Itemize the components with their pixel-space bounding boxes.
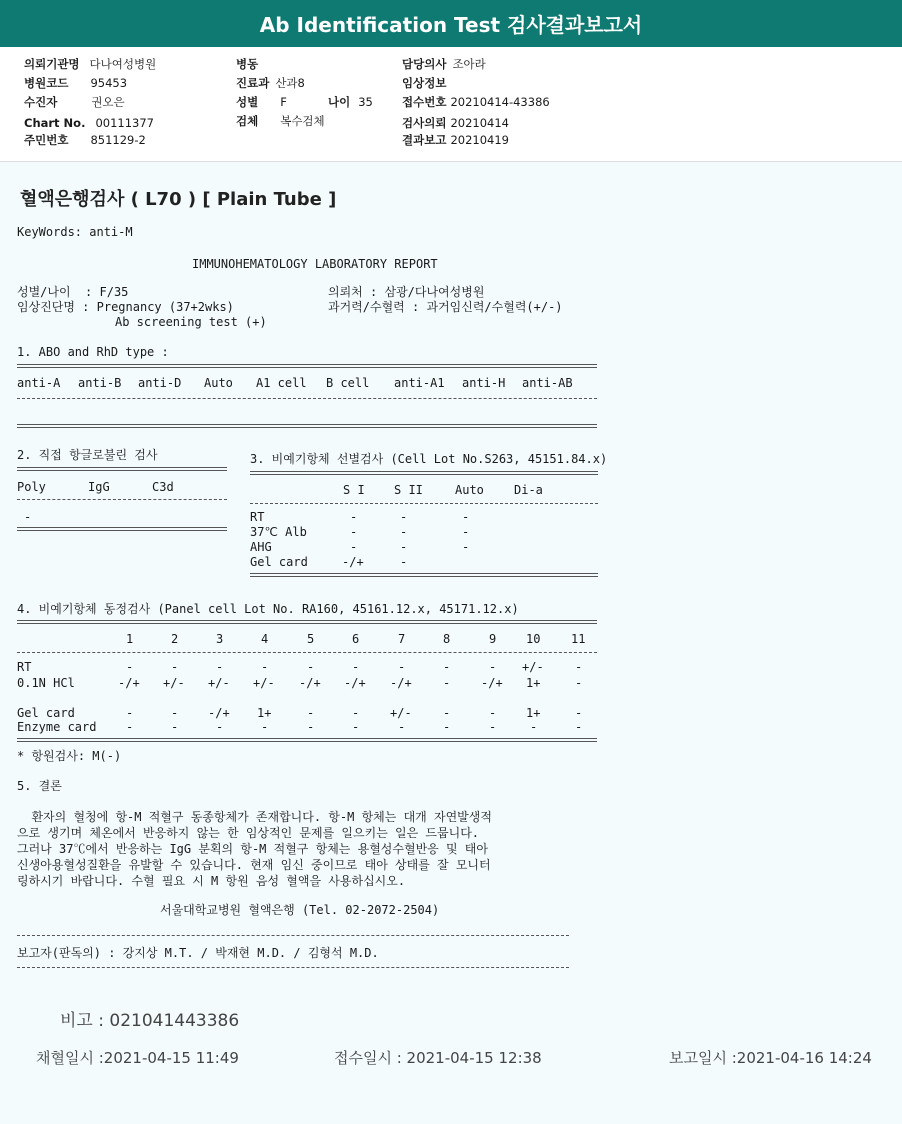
chart-field: Chart No. 00111377 [24, 116, 154, 130]
panel-cell: -/+ [118, 676, 140, 690]
panel-cell: - [443, 676, 451, 690]
panel-header: 11 [571, 632, 586, 646]
panel-cell: - [216, 720, 224, 734]
panel-cell: - [575, 676, 583, 690]
specimen-field: 검체 복수검체 [236, 114, 325, 128]
report-header [0, 0, 902, 47]
panel-cell: - [307, 720, 315, 734]
panel-cell: -/+ [299, 676, 321, 690]
panel-cell: - [352, 706, 360, 720]
divider [17, 738, 597, 742]
panel-cell: -/+ [208, 706, 230, 720]
panel-row-label: Gel card [17, 706, 75, 720]
panel-cell: - [307, 660, 315, 674]
panel-cell: - [443, 706, 451, 720]
sex-field: 성별 F [236, 95, 287, 109]
dat-header: C3d [152, 480, 174, 494]
screen-row-label: AHG [250, 540, 272, 554]
abo-header: anti-A [17, 376, 61, 390]
panel-cell: -/+ [344, 676, 366, 690]
panel-cell: - [575, 706, 583, 720]
conclusion-line: 으로 생기며 체온에서 반응하지 않는 한 임상적인 문제를 일으키는 일은 드뭅니다. [17, 826, 480, 840]
panel-cell: - [261, 660, 269, 674]
panel-cell: +/- [163, 676, 185, 690]
history-line: 과거력/수혈력 : 과거임신력/수혈력(+/-) [328, 300, 563, 314]
panel-cell: - [489, 720, 497, 734]
panel-title: 4. 비예기항체 동정검사 (Panel cell Lot No. RA160, 45161.12.x, 45171.12.x) [17, 602, 519, 616]
panel-cell: -/+ [390, 676, 412, 690]
diagnosis-line: 임상진단명 : Pregnancy (37+2wks) [17, 300, 234, 314]
conclusion-title: 5. 결론 [17, 779, 62, 793]
screen-cell: - [462, 510, 470, 524]
divider [17, 398, 597, 399]
screen-row-label: RT [250, 510, 265, 524]
panel-header: 10 [526, 632, 541, 646]
panel-header: 9 [489, 632, 497, 646]
collect-time: 채혈일시 :2021-04-15 11:49 [36, 1049, 239, 1067]
conclusion-line: 신생아용혈성질환을 유발할 수 있습니다. 현재 임신 중이므로 태아 상태를 잘 모니터 [17, 858, 491, 872]
screen-row-label: 37℃ Alb [250, 525, 307, 539]
panel-row-label: RT [17, 660, 32, 674]
panel-cell: - [398, 660, 406, 674]
panel-header: 4 [261, 632, 269, 646]
divider [17, 935, 569, 936]
panel-header: 5 [307, 632, 315, 646]
panel-cell: - [575, 720, 583, 734]
panel-header: 7 [398, 632, 406, 646]
abo-header: anti-H [462, 376, 506, 390]
panel-cell: - [171, 660, 179, 674]
divider [250, 573, 598, 577]
panel-cell: - [307, 706, 315, 720]
report-date-field: 결과보고 20210419 [402, 133, 509, 147]
abo-header: A1 cell [256, 376, 307, 390]
panel-header: 6 [352, 632, 360, 646]
divider [250, 503, 598, 504]
panel-cell: 1+ [526, 706, 541, 720]
abo-header: B cell [326, 376, 370, 390]
doctor-field: 담당의사 조아라 [402, 57, 486, 71]
screen-header: Di-a [514, 483, 543, 497]
org-field: 의뢰기관명 다나여성병원 [24, 57, 157, 71]
panel-row-label: Enzyme card [17, 720, 97, 734]
conclusion-line: 그러나 37℃에서 반응하는 IgG 분획의 항-M 적혈구 항체는 용혈성수혈반응 및 태아 [17, 842, 488, 856]
divider [17, 527, 227, 531]
panel-header: 1 [126, 632, 134, 646]
dept-field: 진료과 산과8 [236, 76, 305, 90]
abo-header: Auto [204, 376, 233, 390]
screen-cell: - [350, 525, 358, 539]
panel-cell: - [575, 660, 583, 674]
abo-header: anti-A1 [394, 376, 445, 390]
panel-header: 3 [216, 632, 224, 646]
panel-cell: -/+ [481, 676, 503, 690]
screen-header: Auto [455, 483, 484, 497]
blood-bank: 서울대학교병원 혈액은행 (Tel. 02-2072-2504) [160, 903, 440, 917]
screen-cell: - [400, 510, 408, 524]
panel-header: 8 [443, 632, 451, 646]
panel-header: 2 [171, 632, 179, 646]
abo-header: anti-B [78, 376, 122, 390]
abo-header: anti-AB [522, 376, 573, 390]
screen-cell: - [400, 540, 408, 554]
reporter: 보고자(판독의) : 강지상 M.T. / 박재현 M.D. / 김형석 M.D. [17, 946, 379, 960]
divider [17, 620, 597, 624]
accession-field: 접수번호 20210414-43386 [402, 95, 550, 109]
panel-cell: - [530, 720, 538, 734]
abo-header: anti-D [138, 376, 182, 390]
screen-row-label: Gel card [250, 555, 308, 569]
panel-cell: - [443, 660, 451, 674]
panel-cell: - [216, 660, 224, 674]
diagnosis-line-2: Ab screening test (+) [115, 315, 267, 329]
panel-cell: +/- [522, 660, 544, 674]
divider [17, 499, 227, 500]
panel-row-label: 0.1N HCl [17, 676, 75, 690]
ward-field: 병동 [236, 57, 259, 71]
screen-cell: -/+ [342, 555, 364, 569]
panel-cell: - [171, 720, 179, 734]
divider [17, 652, 597, 653]
panel-cell: - [398, 720, 406, 734]
screen-cell: - [350, 540, 358, 554]
dat-header: Poly [17, 480, 46, 494]
screen-header: S II [394, 483, 423, 497]
sex-age-line: 성별/나이 : F/35 [17, 285, 129, 299]
screen-cell: - [462, 525, 470, 539]
screen-header: S I [343, 483, 365, 497]
panel-cell: - [443, 720, 451, 734]
code-field: 병원코드 95453 [24, 76, 128, 90]
patient-field: 수진자 권오은 [24, 95, 125, 109]
antigen-test: * 항원검사: M(-) [17, 749, 122, 763]
dat-header: IgG [88, 480, 110, 494]
panel-cell: 1+ [526, 676, 541, 690]
divider [17, 424, 597, 428]
panel-cell: +/- [208, 676, 230, 690]
screen-cell: - [400, 555, 408, 569]
panel-cell: 1+ [257, 706, 272, 720]
panel-cell: - [352, 720, 360, 734]
abo-title: 1. ABO and RhD type : [17, 345, 169, 359]
panel-cell: - [126, 660, 134, 674]
panel-cell: - [489, 706, 497, 720]
conclusion-line: 링하시기 바랍니다. 수혈 필요 시 M 항원 음성 혈액을 사용하십시오. [17, 874, 406, 888]
screen-cell: - [350, 510, 358, 524]
section-title: 혈액은행검사 ( L70 ) [ Plain Tube ] [20, 189, 337, 210]
divider [250, 471, 598, 475]
panel-cell: - [261, 720, 269, 734]
panel-cell: - [171, 706, 179, 720]
referrer-line: 의뢰처 : 삼광/다나여성병원 [328, 285, 485, 299]
clinical-field: 임상정보 [402, 76, 447, 90]
dat-title: 2. 직접 항글로불린 검사 [17, 448, 158, 462]
patient-info-panel [0, 47, 902, 162]
report-time: 보고일시 :2021-04-16 14:24 [669, 1049, 872, 1067]
panel-cell: - [352, 660, 360, 674]
dat-value: - [24, 510, 32, 524]
divider [17, 467, 227, 471]
lab-title: IMMUNOHEMATOLOGY LABORATORY REPORT [192, 257, 438, 271]
age-field: 나이 35 [328, 95, 373, 109]
divider [17, 967, 569, 968]
remark: 비고 : 021041443386 [60, 1011, 240, 1031]
panel-cell: - [126, 720, 134, 734]
panel-cell: +/- [390, 706, 412, 720]
id-field: 주민번호 851129-2 [24, 133, 146, 147]
panel-cell: - [489, 660, 497, 674]
screen-title: 3. 비예기항체 선별검사 (Cell Lot No.S263, 45151.84.x) [250, 452, 608, 466]
screen-cell: - [400, 525, 408, 539]
screen-cell: - [462, 540, 470, 554]
keywords: KeyWords: anti-M [17, 225, 133, 239]
divider [17, 364, 597, 368]
panel-cell: +/- [253, 676, 275, 690]
receive-time: 접수일시 : 2021-04-15 12:38 [334, 1049, 542, 1067]
report-title: Ab Identification Test 검사결과보고서 [259, 13, 643, 37]
request-field: 검사의뢰 20210414 [402, 116, 509, 130]
panel-cell: - [126, 706, 134, 720]
conclusion-line: 환자의 혈청에 항-M 적혈구 동종항체가 존재합니다. 항-M 항체는 대개 자연발생적 [17, 810, 492, 824]
